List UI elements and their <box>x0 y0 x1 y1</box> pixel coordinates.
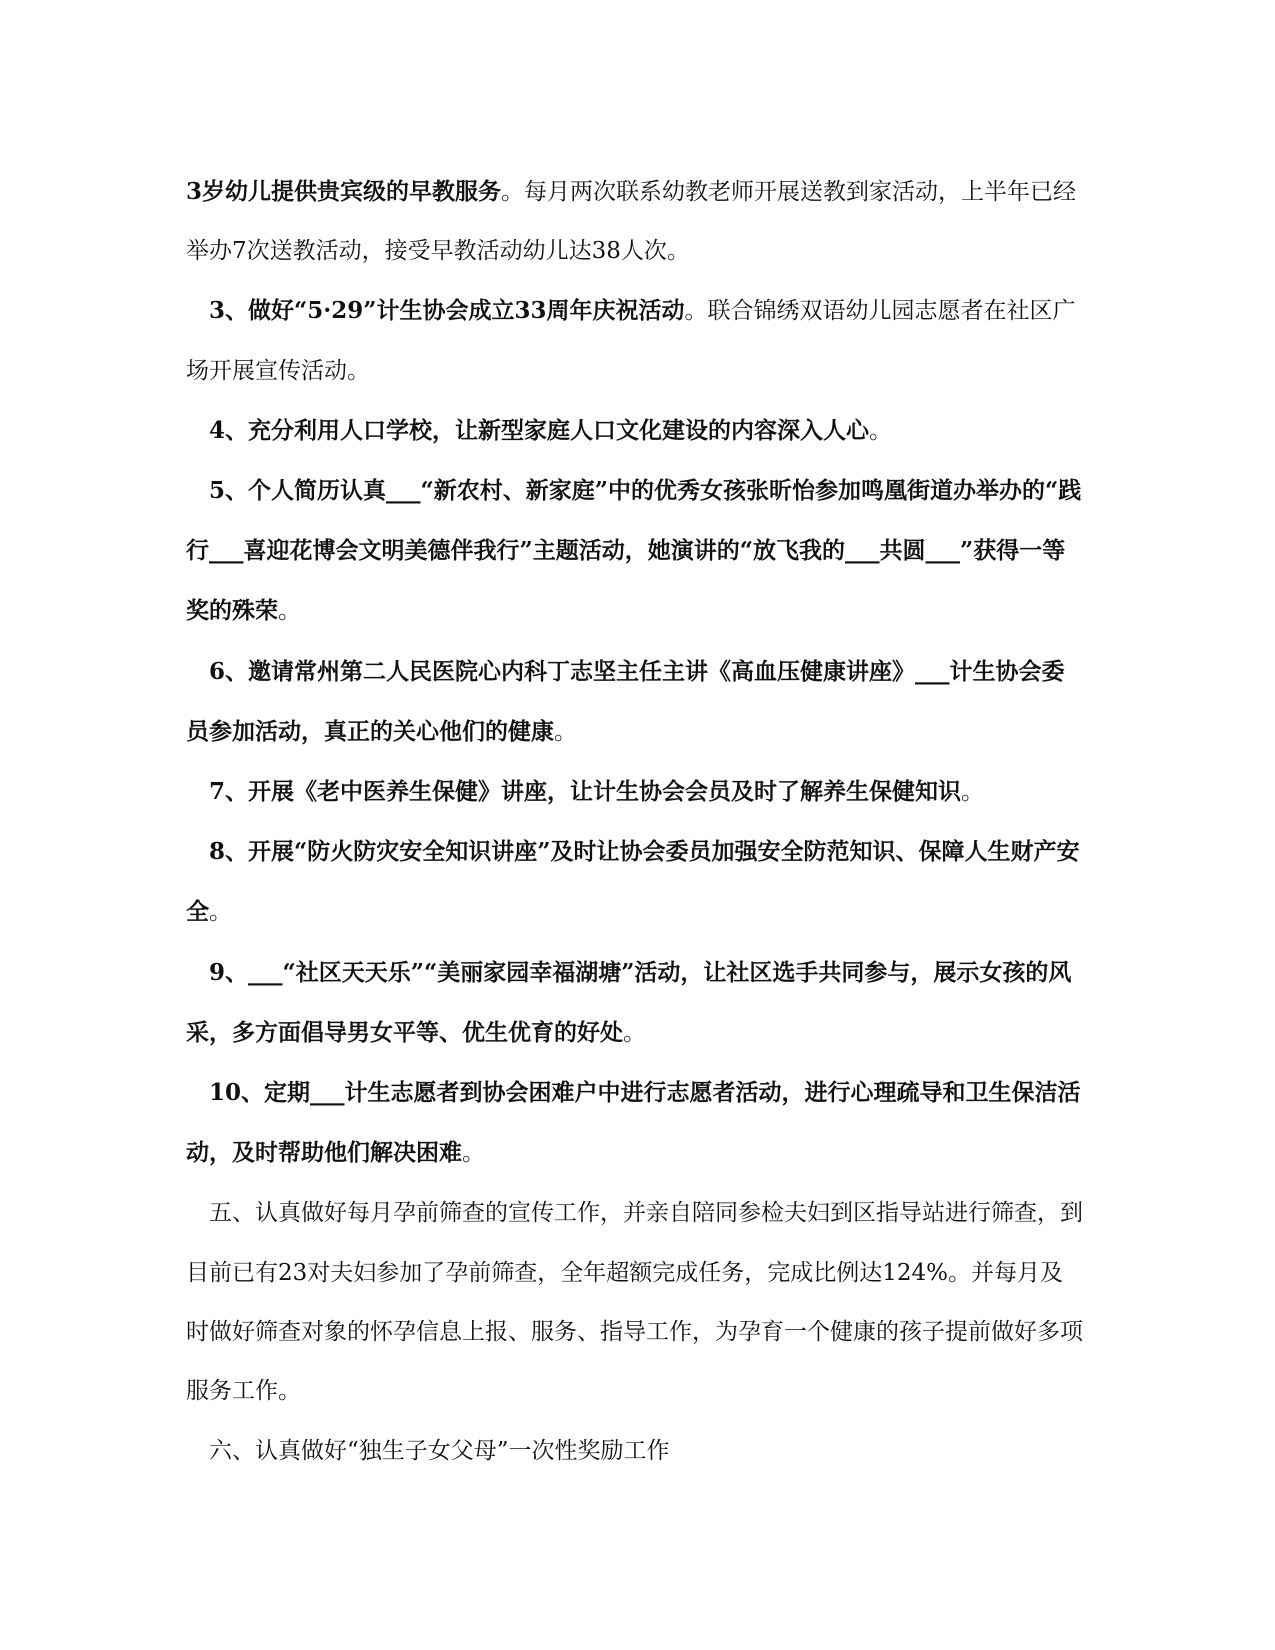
paragraph-text: 。 <box>554 718 577 745</box>
paragraph-text: 。 <box>961 779 985 806</box>
paragraph-bold-text: 3、做好“5·29”计生协会成立33周年庆祝活动 <box>209 297 685 325</box>
paragraph-text: 六、认真做好“独生子女父母”一次性奖励工作 <box>209 1438 670 1465</box>
paragraph-bold-text: 4、充分利用人口学校，让新型家庭人口文化建设的内容深入人心 <box>209 416 870 444</box>
paragraph-bold-text: 10、定期___计生志愿者到协会困难户中进行志愿者活动，进行心理疏导和卫生保洁活动，及时帮助他们解决困难 <box>186 1079 1081 1167</box>
paragraph-item-6 <box>186 642 1086 762</box>
document-body <box>186 162 1086 1481</box>
paragraph-text: 五、认真做好每月孕前筛查的宣传工作，并亲自陪同参检夫妇到区指导站进行筛查，到目前已有23对夫妇参加了孕前筛查，全年超额完成任务，完成比例达124%。并每月及时做好筛查对象的怀孕信息上报、服务、指导工作，为孕育一个健康的孩子提前做好多项服务工作。 <box>186 1200 1083 1405</box>
paragraph-bold-text: 9、___“社区天天乐”“美丽家园幸福湖塘”活动，让社区选手共同参与，展示女孩的风采，多方面倡导男女平等、优生优育的好处 <box>186 958 1072 1046</box>
paragraph-section-six <box>186 1421 1086 1481</box>
paragraph-section-five <box>186 1183 1086 1421</box>
paragraph-early-education <box>186 162 1086 281</box>
paragraph-text: 。 <box>278 598 301 625</box>
paragraph-text: 。 <box>869 417 893 444</box>
paragraph-text: 。 <box>209 899 232 926</box>
paragraph-item-4 <box>186 401 1086 461</box>
paragraph-text: 。联合锦绣双语幼儿园志愿者在社区广场开展宣传活动。 <box>186 298 1076 384</box>
paragraph-bold-text: 6、邀请常州第二人民医院心内科丁志坚主任主讲《高血压健康讲座》___计生协会委员参加活动，真正的关心他们的健康 <box>186 657 1065 745</box>
paragraph-item-5 <box>186 461 1086 642</box>
paragraph-item-8 <box>186 822 1086 942</box>
paragraph-text: 。每月两次联系幼教老师开展送教到家活动，上半年已经举办7次送教活动，接受早教活动幼儿达38人次。 <box>186 179 1077 265</box>
paragraph-bold-text: 8、开展“防火防灾安全知识讲座”及时让协会委员加强安全防范知识、保障人生财产安全 <box>186 838 1080 926</box>
paragraph-item-10 <box>186 1063 1086 1183</box>
paragraph-item-3 <box>186 281 1086 400</box>
paragraph-bold-text: 5、个人简历认真___“新农村、新家庭”中的优秀女孩张昕怡参加鸣凰街道办举办的“践行___喜迎花博会文明美德伴我行”主题活动，她演讲的“放飞我的___共圆___”获得一等奖的殊荣 <box>186 477 1082 625</box>
paragraph-text: 。 <box>462 1140 485 1167</box>
paragraph-item-7 <box>186 762 1086 822</box>
paragraph-text: 。 <box>623 1019 646 1046</box>
paragraph-bold-text: 3岁幼儿提供贵宾级的早教服务 <box>186 178 502 205</box>
paragraph-item-9 <box>186 943 1086 1063</box>
paragraph-bold-text: 7、开展《老中医养生保健》讲座，让计生协会会员及时了解养生保健知识 <box>209 778 962 806</box>
